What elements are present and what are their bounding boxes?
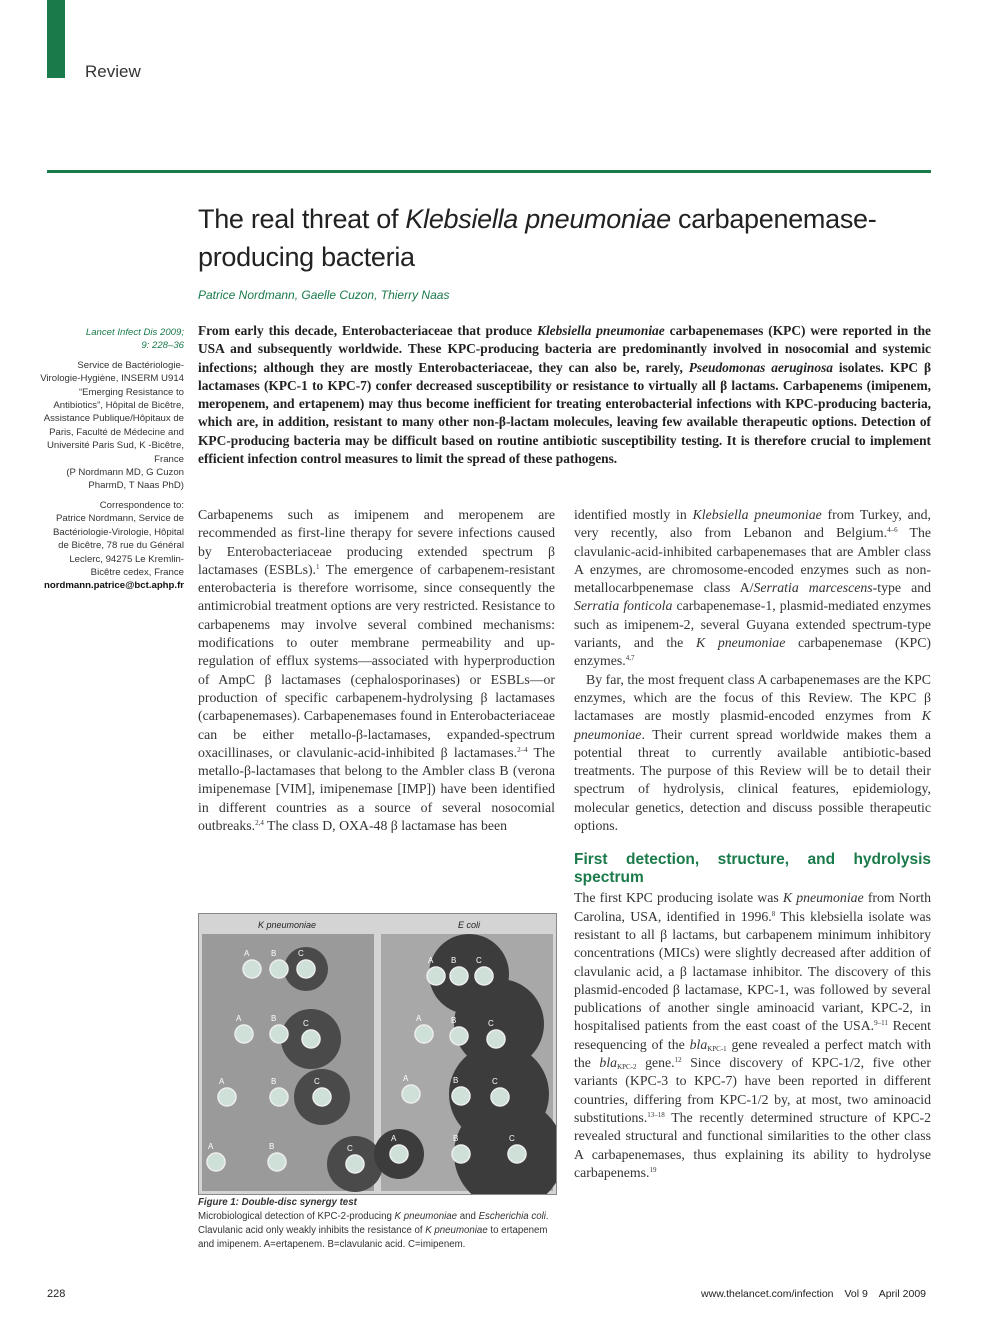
caption-text: and [457, 1211, 479, 1222]
antibiotic-disc [235, 1025, 253, 1043]
caption-text: to ertapenem and imipenem. A=ertapenem. B=clavulanic acid. C=imipenem. [198, 1225, 548, 1250]
correspondence-label: Correspondence to: [99, 499, 184, 511]
antibiotic-disc [491, 1088, 509, 1106]
section-heading: First detection, structure, and hydrolysis spectrum [574, 851, 931, 887]
gene-name: bla [689, 1036, 708, 1052]
antibiotic-disc [243, 960, 261, 978]
text: The metallo-β-lactamases that belong to the Ambler class B (verona imipenemase [VIM], imipenemase [IMP]) have been identified in different countries as a source of several nosocomial outbreaks. [198, 744, 555, 834]
paragraph [574, 671, 931, 836]
disc-label: A [208, 1142, 214, 1151]
antibiotic-disc [302, 1030, 320, 1048]
footer-url[interactable]: www.thelancet.com/infection [701, 1288, 834, 1300]
disc-label: C [314, 1077, 320, 1086]
caption-text: . Clavulanic acid only weakly inhibits the resistance of [198, 1211, 549, 1236]
text: Since discovery of KPC-1/2, five other variants (KPC-3 to KPC-7) have been reported in different countries, differing from KPC-1/2 by, at most, two aminoacid substitutions. [574, 1055, 932, 1125]
double-disc-plates [199, 914, 556, 1194]
text: The recently determined structure of KPC-2 revealed structural and functional similarities to the other class A carbapenemases, thus explaining its ability to hydrolyse carbapenems. [574, 1109, 931, 1180]
text: identified mostly in [574, 507, 693, 522]
caption-title: Figure 1: Double-disc synergy test [198, 1197, 357, 1208]
ref-mark[interactable]: 9–11 [874, 1019, 888, 1028]
text: from North Carolina, USA, identified in 1996. [574, 890, 931, 924]
panel-label-right: E coli [457, 920, 481, 930]
text: By far, the most frequent class A carbapenemases are the KPC enzymes, which are the focus of this Review. The KPC β lactamases are mostly plasmid-encoded enzymes from [574, 671, 931, 724]
section-label: Review [85, 62, 141, 81]
citation-line-1: Lancet Infect Dis 2009; [85, 327, 184, 338]
text: Carbapenems such as imipenem and meropenem are recommended as first-line therapy for severe infections caused by Enterobacteriaceae producing extended spectrum β lactamases (ESBLs). [198, 507, 555, 577]
header-rule [47, 170, 931, 173]
caption-italic: Escherichia coli [478, 1211, 546, 1222]
figure-1 [198, 913, 557, 1195]
text: The first KPC producing isolate was [574, 890, 783, 906]
ref-mark[interactable]: 4–6 [887, 526, 898, 535]
antibiotic-disc [415, 1025, 433, 1043]
affiliation-text: Service de Bactériologie-Virologie-Hygiène, INSERM U914 “Emerging Resistance to Antibiotics”, Hôpital de Bicêtre, Assistance Publique/Hôpitaux de Paris, Faculté de Médecine and Université Paris Sud, K -Bicêtre, France [40, 359, 184, 465]
correspondence-text: Patrice Nordmann, Service de Bactériologie-Virologie, Hôpital de Bicêtre, 78 rue du Général Leclerc, 94275 Le Kremlin-Bicêtre cedex, France [52, 513, 184, 578]
ref-mark[interactable]: 8 [771, 909, 776, 918]
italic: Serratia marcescens [753, 580, 873, 596]
ref-mark[interactable]: 2,4 [255, 819, 264, 828]
text: gene. [636, 1055, 675, 1071]
disc-label: C [476, 956, 482, 965]
italic: K pneumoniae [695, 635, 786, 651]
body-column-2 [574, 506, 931, 1182]
disc-label: C [303, 1019, 309, 1028]
disc-label: B [453, 1076, 459, 1085]
disc-label: A [403, 1074, 409, 1083]
disc-label: B [271, 949, 277, 958]
disc-label: C [492, 1077, 498, 1086]
disc-label: B [271, 1077, 277, 1086]
disc-label: B [269, 1142, 275, 1151]
disc-label: C [509, 1134, 515, 1143]
ref-mark[interactable]: 1 [316, 562, 320, 571]
abstract-text-3: isolates. KPC β lactamases (KPC-1 to KPC-7) confer decreased susceptibility or resistance to virtually all β lactams. Carbapenems (imipenem, meropenem, and ertapenem) may thus become inefficient for treating enterobacterial infections with KPC-producing bacteria, which are, in addition, resistant to many other non-β-lactam molecules, leaving few available therapeutic options. Detection of KPC-producing bacteria may be difficult based on routine antibiotic susceptibility testing. It is therefore crucial to implement efficient infection control measures to limit the spread of these pathogens. [198, 359, 931, 467]
email-link[interactable]: nordmann.patrice@bct.aphp.fr [44, 580, 184, 592]
text: from Turkey, and, very recently, also from Lebanon and Belgium. [574, 507, 931, 541]
sidebar-notes [40, 326, 184, 599]
caption-italic: K pneumoniae [425, 1225, 488, 1236]
disc-label: C [488, 1019, 494, 1028]
italic: K pneumoniae [574, 708, 931, 742]
antibiotic-disc [450, 1027, 468, 1045]
antibiotic-disc [270, 1025, 288, 1043]
ref-mark[interactable]: 4,7 [625, 654, 635, 663]
ref-mark[interactable]: 13–18 [647, 1110, 665, 1119]
abstract [198, 322, 931, 468]
antibiotic-disc [508, 1145, 526, 1163]
antibiotic-disc [402, 1085, 420, 1103]
italic: K pneumoniae [782, 890, 864, 906]
footer-info [693, 1288, 926, 1300]
affiliation [40, 359, 184, 466]
antibiotic-disc [268, 1153, 286, 1171]
antibiotic-disc [475, 967, 493, 985]
text: gene revealed a perfect match with the [574, 1036, 931, 1071]
caption-italic: K pneumoniae [394, 1211, 458, 1222]
antibiotic-disc [487, 1030, 505, 1048]
header-accent-bar [47, 0, 65, 78]
antibiotic-disc [450, 967, 468, 985]
correspondence [40, 499, 184, 579]
article-title [198, 200, 898, 276]
text: carbapenemase (KPC) enzymes. [574, 635, 932, 669]
antibiotic-disc [427, 967, 445, 985]
antibiotic-disc [207, 1153, 225, 1171]
disc-label: A [391, 1134, 397, 1143]
body-column-1 [198, 506, 555, 835]
paragraph [574, 506, 931, 671]
panel-label-left: K pneumoniae [257, 920, 317, 930]
gene-subscript: KPC-1 [707, 1044, 727, 1053]
abstract-text-2: carbapenemases (KPC) were reported in the USA and subsequently worldwide. These KPC-producing bacteria are predominantly involved in nosocomial and systemic infections; although they are mostly Enterobacteriaceae, they can also be, rarely, [198, 323, 931, 375]
paragraph [574, 889, 931, 1182]
page-number: 228 [47, 1288, 66, 1300]
disc-label: A [428, 956, 434, 965]
text: -type and [872, 580, 932, 596]
text: The clavulanic-acid-inhibited carbapenemases that are Ambler class A enzymes, are chromosome-encoded enzymes such as non-metallocarbpenemase class A/ [574, 525, 931, 596]
credentials: (P Nordmann MD, G Cuzon PharmD, T Naas PhD) [66, 467, 184, 492]
disc-label: B [271, 1014, 277, 1023]
ref-mark[interactable]: 2–4 [517, 745, 528, 754]
disc-label: A [219, 1077, 225, 1086]
antibiotic-disc [452, 1087, 470, 1105]
abstract-italic-2: Pseudomonas aeruginosa [688, 359, 833, 375]
text: This klebsiella isolate was resistant to all β lactams, but carbapenem minimum inhibitory concentrations (MICs) were slightly decreased after addition of clavulanic acid, a β lactamase inhibitor. The discovery of this plasmid-encoded β lactamase, KPC-1, was followed by several publications of another single aminoacid variant, KPC-2, in hospitalised patients from the east coast of the USA. [574, 908, 931, 1034]
title-italic: Klebsiella pneumoniae [405, 204, 671, 234]
text: The class D, OXA-48 β lactamase has been [263, 818, 507, 834]
antibiotic-disc [452, 1145, 470, 1163]
citation [40, 326, 184, 353]
disc-label: B [451, 1016, 457, 1025]
gene-subscript: KPC-2 [617, 1063, 637, 1072]
antibiotic-disc [270, 960, 288, 978]
title-part-2: carbapenemase-producing bacteria [198, 204, 877, 272]
disc-label: A [244, 949, 250, 958]
disc-label: A [236, 1014, 242, 1023]
footer-volume: Vol 9 [844, 1288, 868, 1300]
caption-text: Microbiological detection of KPC-2-producing [198, 1211, 395, 1222]
disc-label: B [451, 956, 457, 965]
author-list: Patrice Nordmann, Gaelle Cuzon, Thierry Naas [198, 288, 450, 302]
antibiotic-disc [390, 1145, 408, 1163]
ref-mark[interactable]: 19 [649, 1165, 657, 1174]
text: Recent resequencing of the [574, 1018, 931, 1052]
disc-label: B [453, 1134, 459, 1143]
antibiotic-disc [313, 1088, 331, 1106]
text: carbapenemase-1, plasmid-mediated enzymes such as imipenem-2, several Guyana extended spectrum-type variants, and the [574, 598, 931, 651]
abstract-italic-1: Klebsiella pneumoniae [537, 323, 665, 338]
italic: Klebsiella pneumoniae [692, 507, 822, 522]
paragraph [198, 506, 555, 835]
disc-label: C [347, 1144, 353, 1153]
antibiotic-disc [346, 1155, 364, 1173]
figure-caption [198, 1196, 555, 1252]
footer-date: April 2009 [878, 1288, 926, 1300]
antibiotic-disc [297, 960, 315, 978]
text: . Their current spread worldwide makes them a potential threat to currently available antibiotic-based treatments. The purpose of this Review will be to detail their spectrum of hydrolysis, clinical features, epidemiology, molecular genetics, detection and discuss possible therapeutic options. [574, 726, 931, 834]
text: The emergence of carbapenem-resistant enterobacteria is therefore worrisome, since consequently the antimicrobial treatment options are very restricted. Resistance to carbapenems may involve several combined mechanisms: modifications to outer membrane permeability and up-regulation of efflux systems—associated with hyperproduction of AmpC β lactamases (cephalosporinases) or ESBLs—or production of specific carbapenem-hydrolysing β lactamases (carbapenemases). Carbapenemases found in Enterobacteriaceae can be either metallo-β-lactamases, expanded-spectrum oxacillinases, or clavulanic-acid-inhibited β lactamases. [198, 561, 555, 760]
title-part-1: The real threat of [198, 204, 406, 234]
ref-mark[interactable]: 12 [674, 1056, 682, 1065]
gene-name: bla [599, 1055, 618, 1071]
abstract-text-1: From early this decade, Enterobacteriaceae that produce [198, 323, 538, 338]
citation-line-2: 9: 228–36 [141, 340, 184, 352]
disc-label: C [298, 949, 304, 958]
antibiotic-disc [218, 1088, 236, 1106]
antibiotic-disc [270, 1088, 288, 1106]
disc-label: A [416, 1014, 422, 1023]
italic: Serratia fonticola [574, 598, 673, 614]
